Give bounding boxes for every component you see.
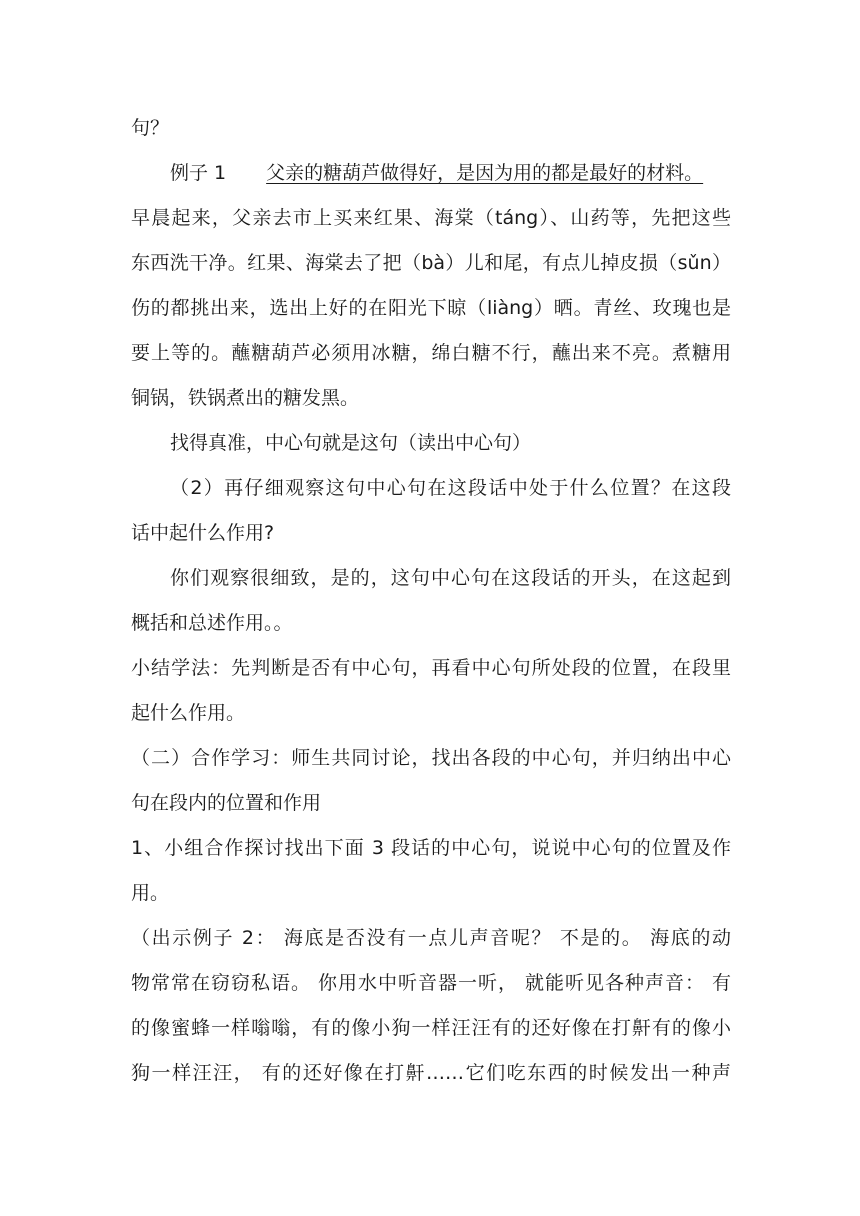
text-line: 铜锅，铁锅煮出的糖发黑。: [131, 387, 360, 409]
text-line: 你们观察很细致，是的，这句中心句在这段话的开头，在这起到: [170, 567, 731, 589]
text-line: 要上等的。蘸糖葫芦必须用冰糖，绵白糖不行，蘸出来不亮。煮糖用: [131, 342, 731, 364]
example-1-line: [170, 160, 731, 186]
text-line: 用。: [131, 882, 170, 904]
task-line: 1、小组合作探讨找出下面 3 段话的中心句，说说中心句的位置及作: [131, 837, 731, 859]
section-heading: （二）合作学习：师生共同讨论，找出各段的中心句，并归纳出中心: [131, 747, 731, 769]
text-line: 东西洗干净。红果、海棠去了把（bà）儿和尾，有点儿掉皮损（sǔn）: [131, 252, 731, 274]
text-line: 物常常在窃窃私语。 你用水中听音器一听， 就能听见各种声音： 有: [131, 972, 731, 994]
text-line: 的像蜜蜂一样嗡嗡，有的像小狗一样汪汪有的还好像在打鼾有的像小: [131, 1017, 731, 1039]
example-2-line: （出示例子 2： 海底是否没有一点儿声音呢？ 不是的。 海底的动: [131, 927, 731, 949]
text-line: 起什么作用。: [131, 702, 246, 724]
text-line: 伤的都挑出来，选出上好的在阳光下晾（liàng）晒。青丝、玫瑰也是: [131, 297, 731, 319]
summary-line: 小结学法：先判断是否有中心句，再看中心句所处段的位置，在段里: [131, 657, 731, 679]
text-line: 概括和总述作用。。: [131, 612, 293, 634]
text-line: 句在段内的位置和作用: [131, 792, 322, 814]
text-line: 找得真准，中心句就是这句（读出中心句）: [170, 432, 532, 454]
example-label: 例子 1: [170, 162, 227, 184]
text-line: 狗一样汪汪， 有的还好像在打鼾……它们吃东西的时候发出一种声: [131, 1062, 731, 1084]
text-line: 句？: [131, 117, 170, 139]
central-sentence: 父亲的糖葫芦做得好，是因为用的都是最好的材料。: [266, 162, 704, 184]
text-line: 话中起什么作用?: [131, 522, 275, 544]
text-line: 早晨起来，父亲去市上买来红果、海棠（táng）、山药等，先把这些: [131, 207, 731, 229]
question-line: （2）再仔细观察这句中心句在这段话中处于什么位置？在这段: [170, 477, 731, 499]
